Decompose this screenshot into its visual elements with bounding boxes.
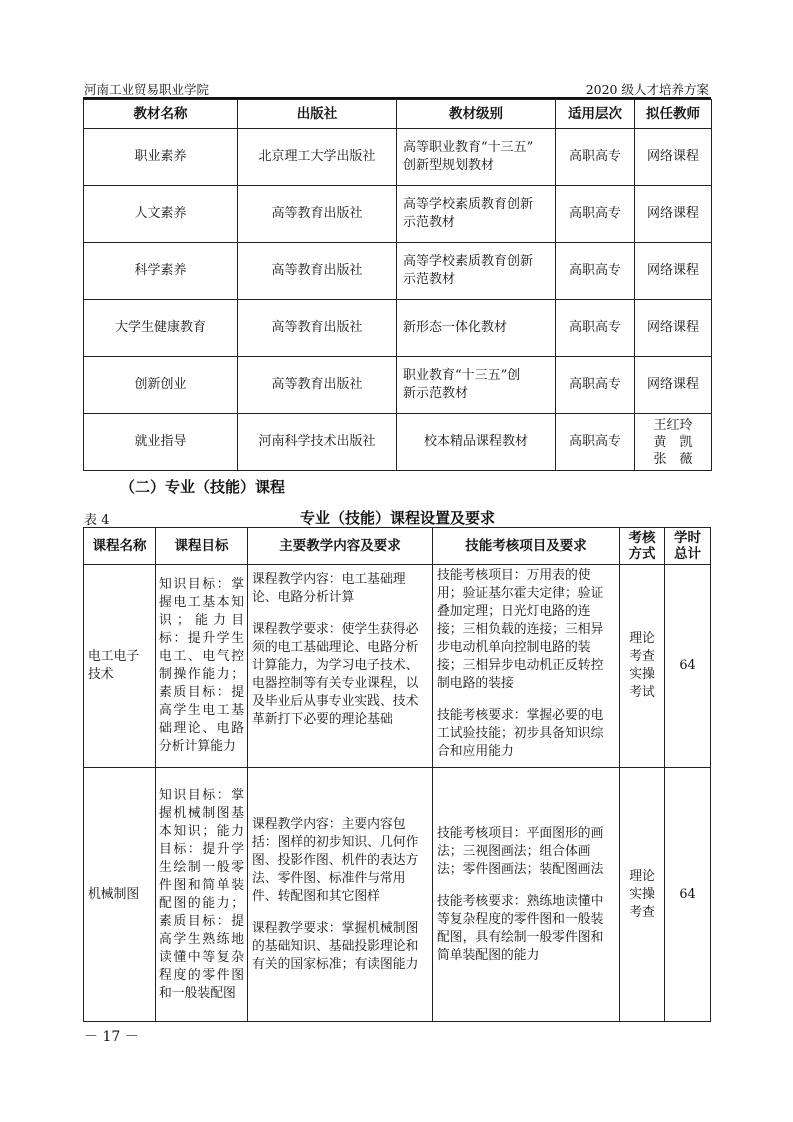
textbook-level: 职业教育“十三五”创 新示范教材 bbox=[397, 357, 556, 414]
header-document-title: 2020 级人才培养方案 bbox=[585, 82, 709, 97]
column-header: 出版社 bbox=[238, 100, 397, 129]
table-row bbox=[84, 565, 711, 768]
publisher: 高等教育出版社 bbox=[238, 186, 397, 243]
total-hours: 64 bbox=[665, 565, 711, 768]
textbook-name: 创新创业 bbox=[84, 357, 238, 414]
total-hours: 64 bbox=[665, 768, 711, 1022]
textbook-table-header bbox=[84, 100, 712, 129]
textbook-level: 高等职业教育“十三五” 创新型规划教材 bbox=[397, 129, 556, 186]
teacher: 网络课程 bbox=[635, 300, 712, 357]
applicable-level: 高职高专 bbox=[556, 300, 635, 357]
course-name: 机械制图 bbox=[84, 768, 156, 1022]
publisher: 高等教育出版社 bbox=[238, 300, 397, 357]
table-row bbox=[84, 300, 712, 357]
applicable-level: 高职高专 bbox=[556, 414, 635, 471]
table-row bbox=[84, 129, 712, 186]
table-title: 专业（技能）课程设置及要求 bbox=[300, 509, 496, 527]
textbook-name: 就业指导 bbox=[84, 414, 238, 471]
publisher: 河南科学技术出版社 bbox=[238, 414, 397, 471]
course-goal: 知识目标：掌握电工基本知识；能力目标：提升学生电工、电气控制操作能力；素质目标：提高学生电工基础理论、电路分析计算能力 bbox=[156, 565, 248, 768]
skill-assessment: 技能考核项目：平面图形的画法；三视图画法；组合体画法；零件图画法；装配图画法 技能考核要求：熟练地读懂中等复杂程度的零件图和一般装配图，具有绘制一般零件图和简单装配图的能力 bbox=[433, 768, 620, 1022]
exam-method: 理论 实操 考查 bbox=[620, 768, 665, 1022]
textbook-table bbox=[83, 99, 712, 471]
table-row bbox=[84, 186, 712, 243]
textbook-name: 大学生健康教育 bbox=[84, 300, 238, 357]
course-table bbox=[83, 527, 711, 1022]
textbook-name: 科学素养 bbox=[84, 243, 238, 300]
table-row bbox=[84, 357, 712, 414]
textbook-name: 职业素养 bbox=[84, 129, 238, 186]
applicable-level: 高职高专 bbox=[556, 129, 635, 186]
course-name: 电工电子 技术 bbox=[84, 565, 156, 768]
teacher: 王红玲 黄 凯 张 薇 bbox=[635, 414, 712, 471]
teacher: 网络课程 bbox=[635, 243, 712, 300]
column-header: 课程名称 bbox=[84, 528, 156, 565]
applicable-level: 高职高专 bbox=[556, 186, 635, 243]
teacher: 网络课程 bbox=[635, 357, 712, 414]
column-header: 学时 总计 bbox=[665, 528, 711, 565]
table-row bbox=[84, 243, 712, 300]
course-goal: 知识目标：掌握机械制图基本知识；能力目标：提升学生绘制一般零件图和简单装配图的能力；素质目标：提高学生熟练地读懂中等复杂程度的零件图和一般装配图 bbox=[156, 768, 248, 1022]
skill-assessment: 技能考核项目：万用表的使用；验证基尔霍夫定律；验证叠加定理；日光灯电路的连接；三相负载的连接；三相异步电动机单向控制电路的装接；三相异步电动机正反转控制电路的装接 技能考核要求：掌握必要的电工试验技能；初步具备知识综合和应用能力 bbox=[433, 565, 620, 768]
publisher: 北京理工大学出版社 bbox=[238, 129, 397, 186]
teaching-content: 课程教学内容：主要内容包括：图样的初步知识、几何作图、投影作图、机件的表达方法、零件图、标准件与常用件、转配图和其它图样 课程教学要求：掌握机械制图的基础知识、基础投影理论和有关的国家标准；有读图能力 bbox=[248, 768, 433, 1022]
column-header: 拟任教师 bbox=[635, 100, 712, 129]
section-heading: （二）专业（技能）课程 bbox=[120, 478, 286, 496]
teaching-content: 课程教学内容：电工基础理论、电路分析计算 课程教学要求：使学生获得必须的电工基础理论、电路分析计算能力，为学习电子技术、电器控制等有关专业课程，以及毕业后从事专业实践、技术革新打下必要的理论基础 bbox=[248, 565, 433, 768]
table-row bbox=[84, 768, 711, 1022]
exam-method: 理论 考查 实操 考试 bbox=[620, 565, 665, 768]
column-header: 考核 方式 bbox=[620, 528, 665, 565]
table-row bbox=[84, 414, 712, 471]
textbook-name: 人文素养 bbox=[84, 186, 238, 243]
applicable-level: 高职高专 bbox=[556, 357, 635, 414]
column-header: 课程目标 bbox=[156, 528, 248, 565]
publisher: 高等教育出版社 bbox=[238, 357, 397, 414]
textbook-level: 高等学校素质教育创新 示范教材 bbox=[397, 186, 556, 243]
applicable-level: 高职高专 bbox=[556, 243, 635, 300]
column-header: 教材级别 bbox=[397, 100, 556, 129]
column-header: 主要教学内容及要求 bbox=[248, 528, 433, 565]
column-header: 教材名称 bbox=[84, 100, 238, 129]
column-header: 适用层次 bbox=[556, 100, 635, 129]
table-number: 表 4 bbox=[84, 513, 110, 528]
header-institution: 河南工业贸易职业学院 bbox=[84, 82, 210, 97]
textbook-level: 高等学校素质教育创新 示范教材 bbox=[397, 243, 556, 300]
column-header: 技能考核项目及要求 bbox=[433, 528, 620, 565]
publisher: 高等教育出版社 bbox=[238, 243, 397, 300]
teacher: 网络课程 bbox=[635, 129, 712, 186]
page-number: － 17 － bbox=[84, 1029, 139, 1045]
textbook-level: 新形态一体化教材 bbox=[397, 300, 556, 357]
textbook-level: 校本精品课程教材 bbox=[397, 414, 556, 471]
course-table-header bbox=[84, 528, 711, 565]
teacher: 网络课程 bbox=[635, 186, 712, 243]
